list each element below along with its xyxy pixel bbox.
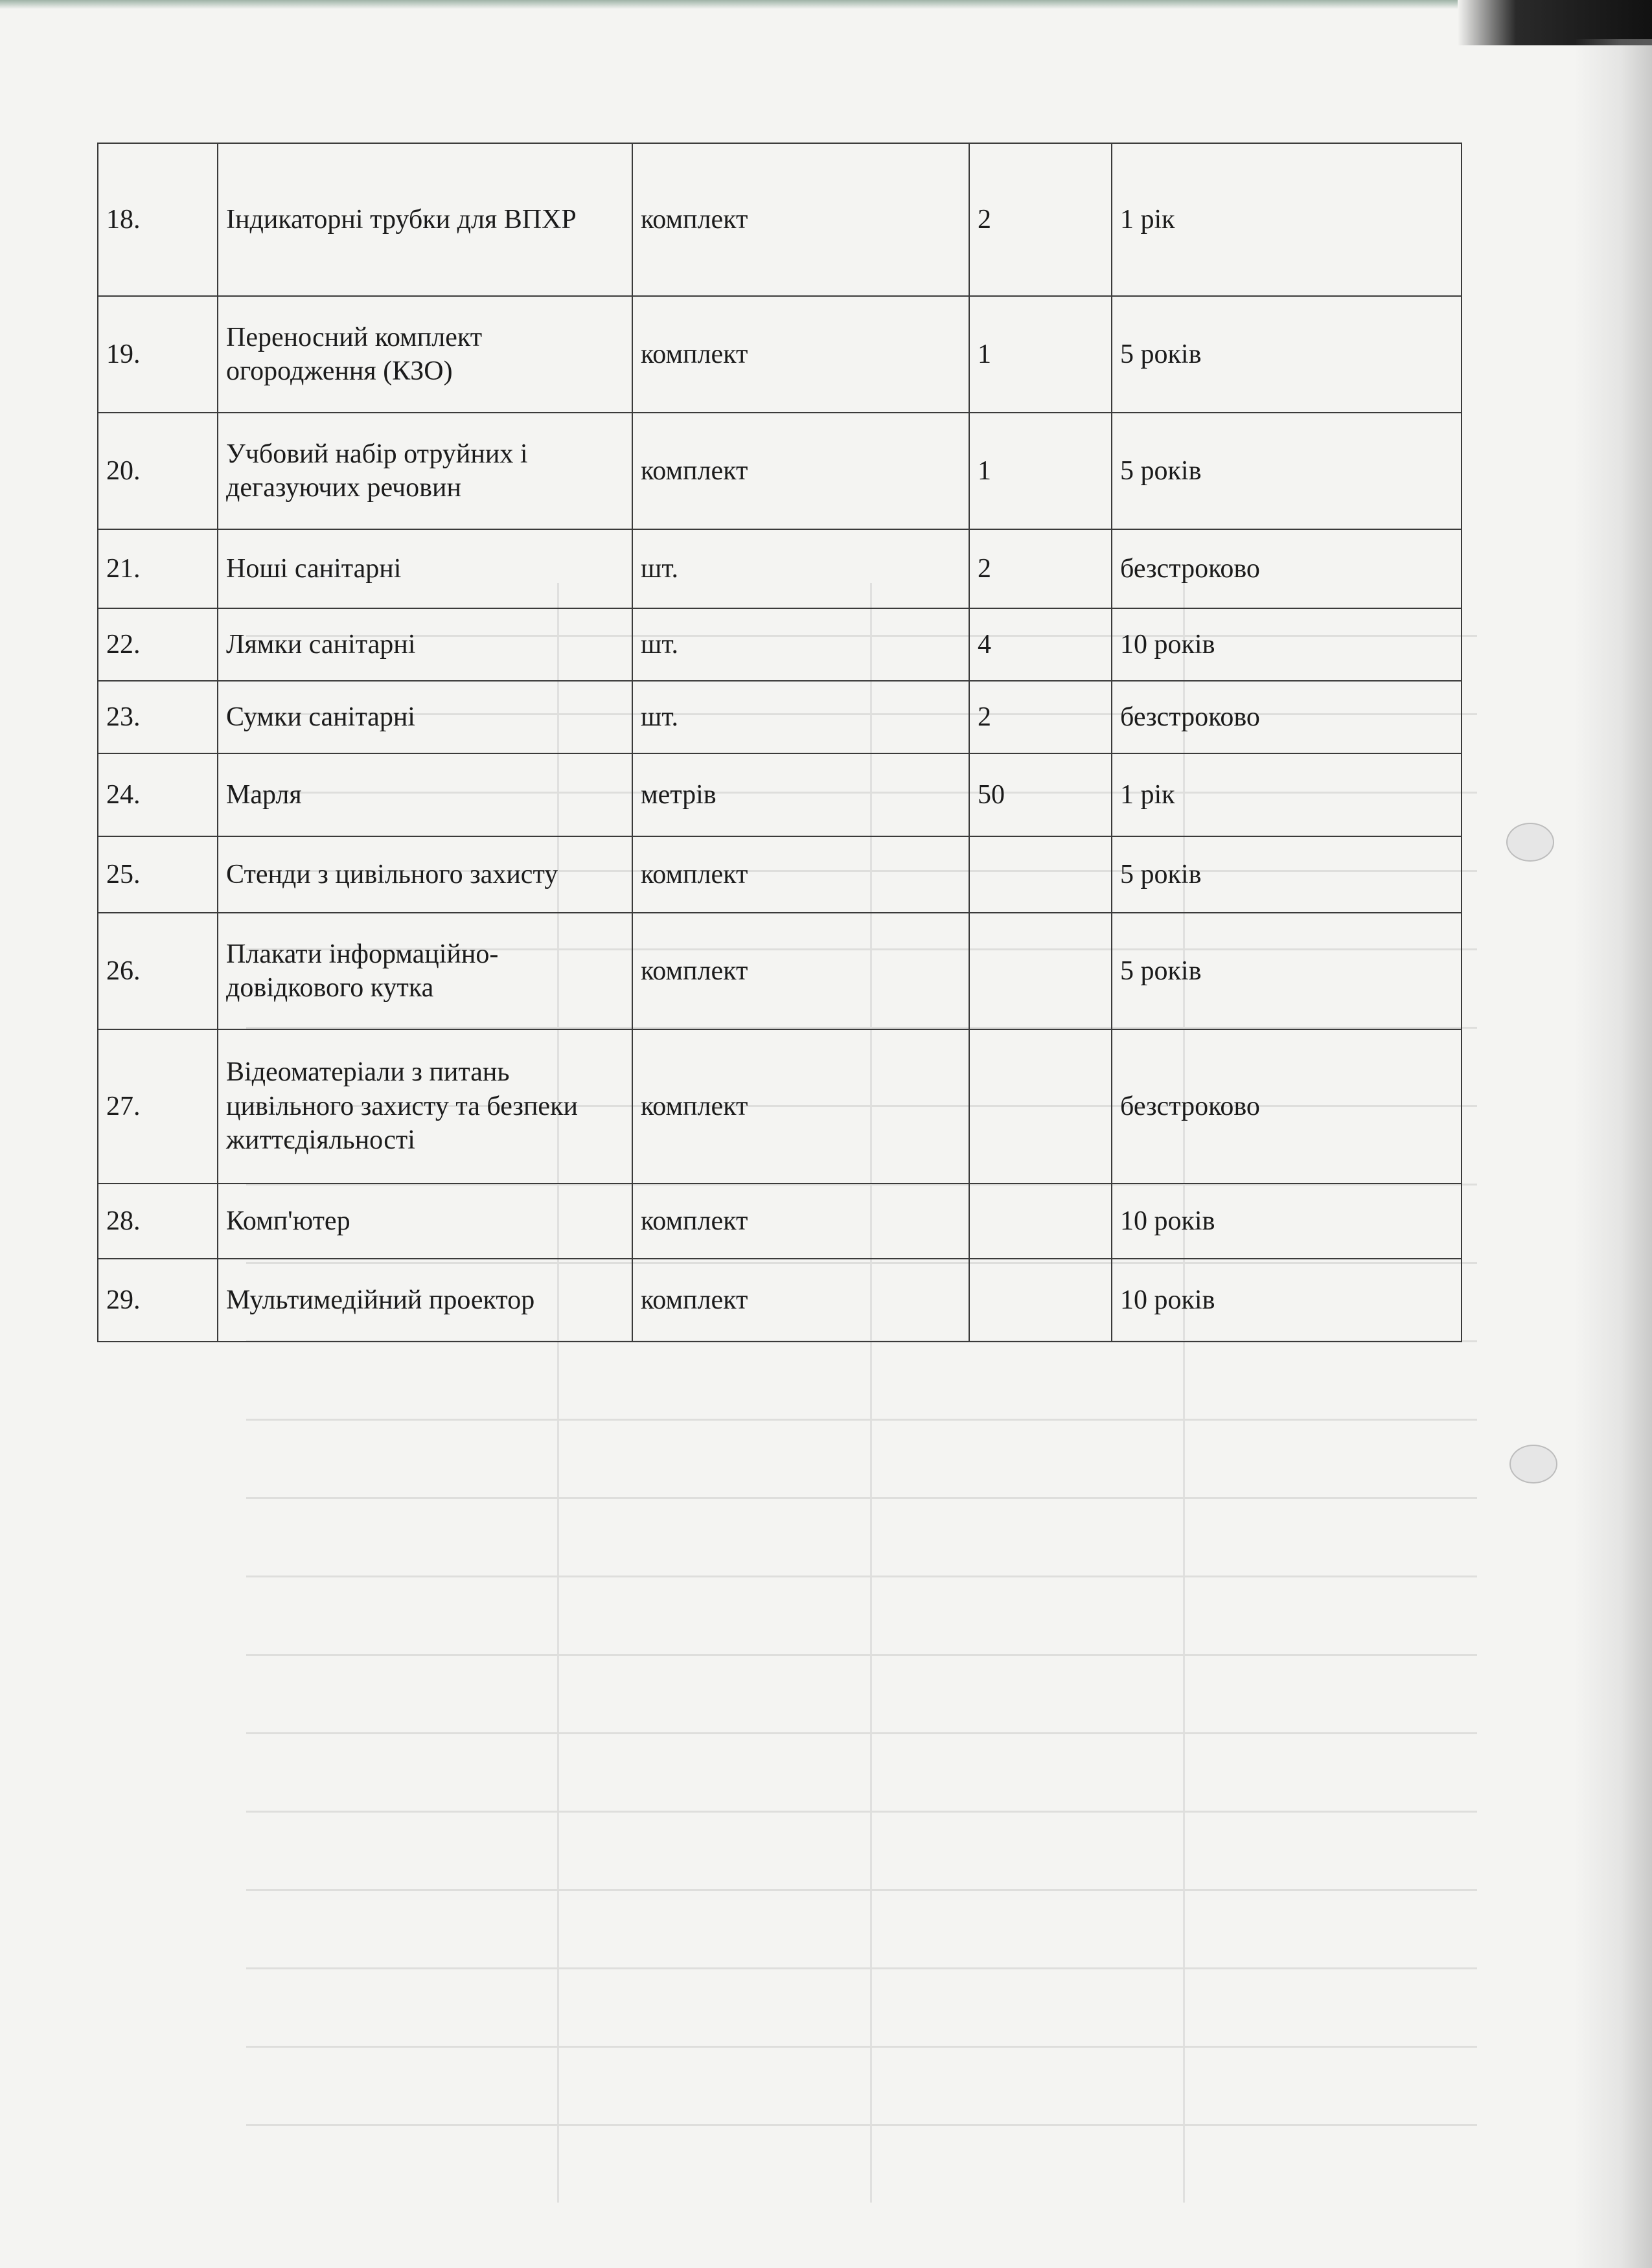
table-row: [98, 913, 1462, 1029]
row-number: 28.: [98, 1184, 218, 1259]
punch-hole-upper: [1506, 823, 1554, 862]
row-number: 19.: [98, 296, 218, 413]
punch-hole-lower: [1509, 1445, 1557, 1483]
item-quantity: [969, 836, 1112, 913]
item-service-term: 1 рік: [1112, 143, 1462, 296]
table-row: [98, 1029, 1462, 1184]
item-quantity: 2: [969, 529, 1112, 608]
item-quantity: 2: [969, 143, 1112, 296]
item-quantity: 2: [969, 681, 1112, 753]
item-quantity: 4: [969, 608, 1112, 681]
item-name: Мультимедійний проектор: [218, 1259, 632, 1342]
item-quantity: [969, 1184, 1112, 1259]
item-service-term: безстроково: [1112, 529, 1462, 608]
table-row: [98, 1184, 1462, 1259]
item-unit: шт.: [632, 529, 969, 608]
item-unit: комплект: [632, 1029, 969, 1184]
table-row: [98, 608, 1462, 681]
item-name: Відеоматеріали з питань цивільного захисту та безпеки життєдіяльності: [218, 1029, 632, 1184]
table-row: [98, 296, 1462, 413]
row-number: 24.: [98, 753, 218, 836]
item-service-term: 5 років: [1112, 296, 1462, 413]
item-name: Індикаторні трубки для ВПХР: [218, 143, 632, 296]
scan-fold-shadow: [1574, 39, 1652, 2268]
item-unit: комплект: [632, 836, 969, 913]
item-name: Стенди з цивільного захисту: [218, 836, 632, 913]
item-unit: комплект: [632, 143, 969, 296]
item-quantity: 1: [969, 296, 1112, 413]
item-name: Ноші санітарні: [218, 529, 632, 608]
item-service-term: 5 років: [1112, 413, 1462, 529]
item-name: Учбовий набір отруйних і дегазуючих речовин: [218, 413, 632, 529]
item-name: Переносний комплект огородження (КЗО): [218, 296, 632, 413]
item-name: Сумки санітарні: [218, 681, 632, 753]
item-service-term: 1 рік: [1112, 753, 1462, 836]
row-number: 26.: [98, 913, 218, 1029]
row-number: 29.: [98, 1259, 218, 1342]
table-row: [98, 1259, 1462, 1342]
item-quantity: 1: [969, 413, 1112, 529]
item-service-term: 5 років: [1112, 836, 1462, 913]
item-quantity: 50: [969, 753, 1112, 836]
item-service-term: 5 років: [1112, 913, 1462, 1029]
item-quantity: [969, 1259, 1112, 1342]
row-number: 27.: [98, 1029, 218, 1184]
row-number: 23.: [98, 681, 218, 753]
table-row: [98, 753, 1462, 836]
item-name: Комп'ютер: [218, 1184, 632, 1259]
row-number: 22.: [98, 608, 218, 681]
table-row: [98, 836, 1462, 913]
item-unit: комплект: [632, 1184, 969, 1259]
table-row: [98, 413, 1462, 529]
row-number: 21.: [98, 529, 218, 608]
row-number: 25.: [98, 836, 218, 913]
scan-edge-top: [0, 0, 1464, 9]
row-number: 20.: [98, 413, 218, 529]
item-service-term: 10 років: [1112, 1259, 1462, 1342]
item-unit: комплект: [632, 913, 969, 1029]
item-unit: метрів: [632, 753, 969, 836]
item-name: Плакати інформаційно-довідкового кутка: [218, 913, 632, 1029]
item-name: Марля: [218, 753, 632, 836]
inventory-table: [97, 143, 1462, 1342]
item-unit: шт.: [632, 681, 969, 753]
row-number: 18.: [98, 143, 218, 296]
table-row: [98, 143, 1462, 296]
item-service-term: безстроково: [1112, 1029, 1462, 1184]
item-name: Лямки санітарні: [218, 608, 632, 681]
item-service-term: безстроково: [1112, 681, 1462, 753]
item-quantity: [969, 1029, 1112, 1184]
item-unit: комплект: [632, 296, 969, 413]
table-row: [98, 529, 1462, 608]
item-service-term: 10 років: [1112, 1184, 1462, 1259]
item-quantity: [969, 913, 1112, 1029]
item-service-term: 10 років: [1112, 608, 1462, 681]
item-unit: комплект: [632, 1259, 969, 1342]
table-row: [98, 681, 1462, 753]
item-unit: комплект: [632, 413, 969, 529]
item-unit: шт.: [632, 608, 969, 681]
